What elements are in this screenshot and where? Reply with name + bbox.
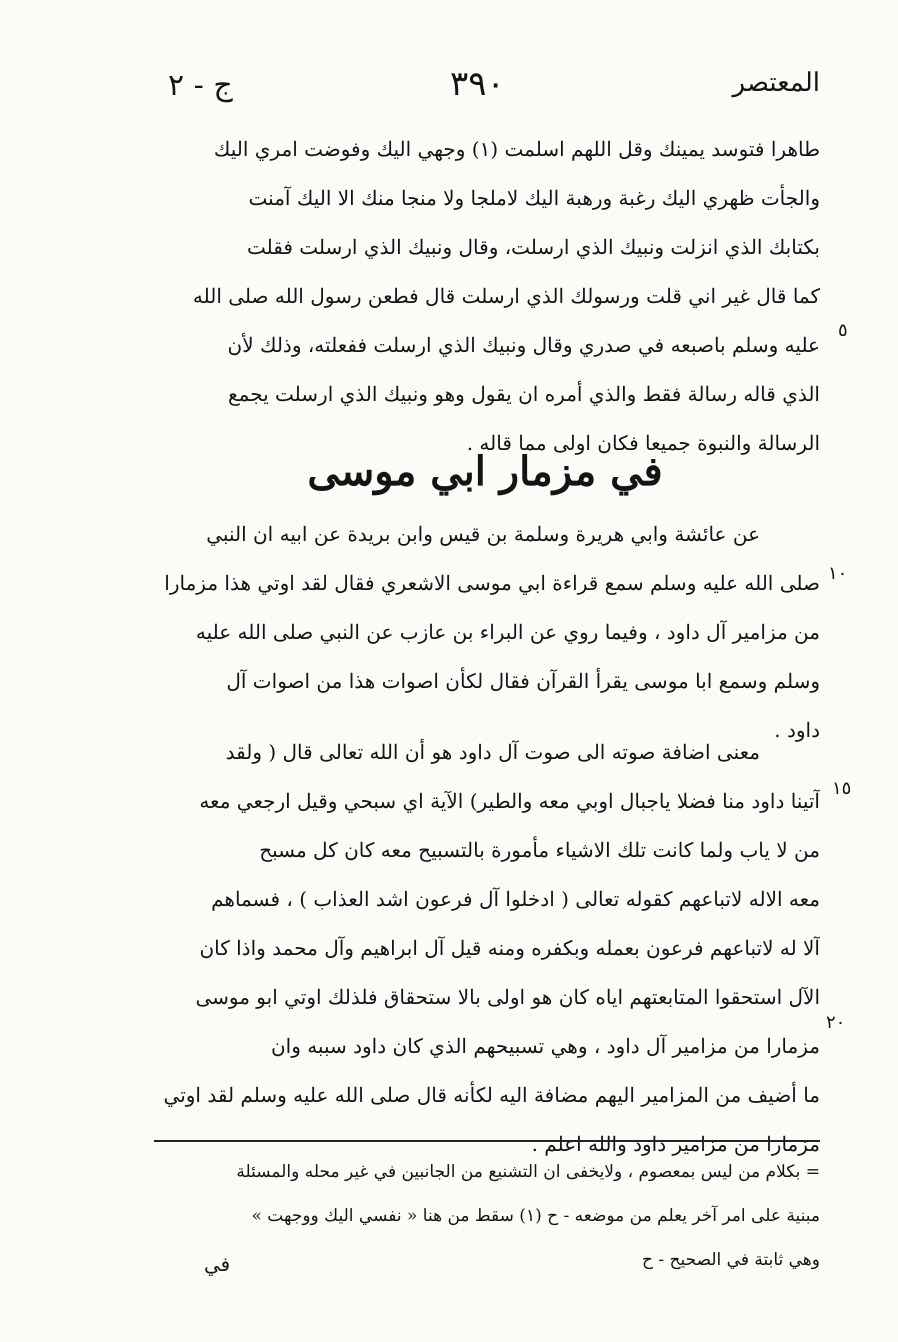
book-title: المعتصر [732, 68, 820, 98]
text-line: من مزامير آل داود ، وفيما روي عن البراء بن عازب عن النبي صلى الله عليه [195, 620, 820, 644]
text-line: من لا ياب ولما كانت تلك الاشياء مأمورة بالتسبيح معه كان كل مسبح [259, 838, 820, 862]
footnote-line: وهي ثابتة في الصحيح - ح [642, 1250, 820, 1270]
text-line: عن عائشة وابي هريرة وسلمة بن قيس وابن بريدة عن ابيه ان النبي [206, 522, 760, 546]
text-line: مزمارا من مزامير داود والله اعلم . [531, 1132, 820, 1156]
margin-line-mark: ٥ [838, 320, 848, 341]
volume-label: ج - ٢ [168, 68, 233, 103]
text-line: وسلم وسمع ابا موسى يقرأ القرآن فقال لكأن اصوات هذا من اصوات آل [226, 669, 820, 693]
paragraph-hadith [150, 510, 820, 755]
text-line: بكتابك الذي انزلت ونبيك الذي ارسلت، وقال ونبيك الذي ارسلت فقلت [246, 235, 820, 259]
text-line: مزمارا من مزامير آل داود ، وهي تسبيحهم الذي كان داود سببه وان [270, 1034, 820, 1058]
text-line: عليه وسلم باصبعه في صدري وقال ونبيك الذي ارسلت ففعلته، وذلك لأن [227, 333, 820, 357]
footnote-line: مبنية على امر آخر يعلم من موضعه - ح (١) سقط من هنا « نفسي اليك ووجهت » [251, 1206, 820, 1226]
text-line: صلى الله عليه وسلم سمع قراءة ابي موسى الاشعري فقال لقد اوتي هذا مزمارا [164, 571, 820, 595]
text-line: الآل استحقوا المتابعتهم اياه كان هو اولى بالا ستحقاق فلذلك اوتي ابو موسى [195, 985, 820, 1009]
text-line: كما قال غير اني قلت ورسولك الذي ارسلت قال فطعن رسول الله صلى الله [192, 284, 820, 308]
footnote-divider [154, 1140, 820, 1142]
text-line: داود . [774, 718, 820, 742]
text-line: آلا له لاتباعهم فرعون بعمله وبكفره ومنه قيل آل ابراهيم وآل محمد واذا كان [199, 936, 820, 960]
running-header [150, 64, 820, 118]
margin-line-mark: ١٠ [828, 563, 848, 584]
margin-line-mark: ١٥ [832, 778, 852, 799]
paragraph-continuation [150, 125, 820, 468]
text-line: ما أضيف من المزامير اليهم مضافة اليه لكأنه قال صلى الله عليه وسلم لقد اوتي [163, 1083, 820, 1107]
footnote-line: = بكلام من ليس بمعصوم ، ولايخفى ان التشنيع من الجانبين في غير محله والمسئلة [236, 1162, 820, 1182]
text-line: الذي قاله رسالة فقط والذي أمره ان يقول وهو ونبيك الذي ارسلت يجمع [228, 382, 820, 406]
text-line: طاهرا فتوسد يمينك وقل اللهم اسلمت (١) وجهي اليك وفوضت امري اليك [213, 137, 820, 161]
text-line: معه الاله لاتباعهم كقوله تعالى ( ادخلوا آل فرعون اشد العذاب ) ، فسماهم [211, 887, 820, 911]
footnotes [150, 1150, 820, 1282]
paragraph-explanation [150, 728, 820, 1169]
margin-line-mark: ٢٠ [826, 1012, 846, 1033]
text-line: والجأت ظهري اليك رغبة ورهبة اليك لاملجا ولا منجا منك الا اليك آمنت [248, 186, 820, 210]
page-number: ٣٩٠ [450, 64, 505, 104]
catchword: في [204, 1252, 231, 1276]
text-line: الرسالة والنبوة جميعا فكان اولى مما قاله . [466, 431, 820, 455]
text-line: آتينا داود منا فضلا ياجبال اوبي معه والطير) الآية اي سبحي وقيل ارجعي معه [199, 789, 820, 813]
text-line: معنى اضافة صوته الى صوت آل داود هو أن الله تعالى قال ( ولقد [225, 740, 760, 764]
section-heading: في مزمار ابي موسى [307, 448, 663, 495]
